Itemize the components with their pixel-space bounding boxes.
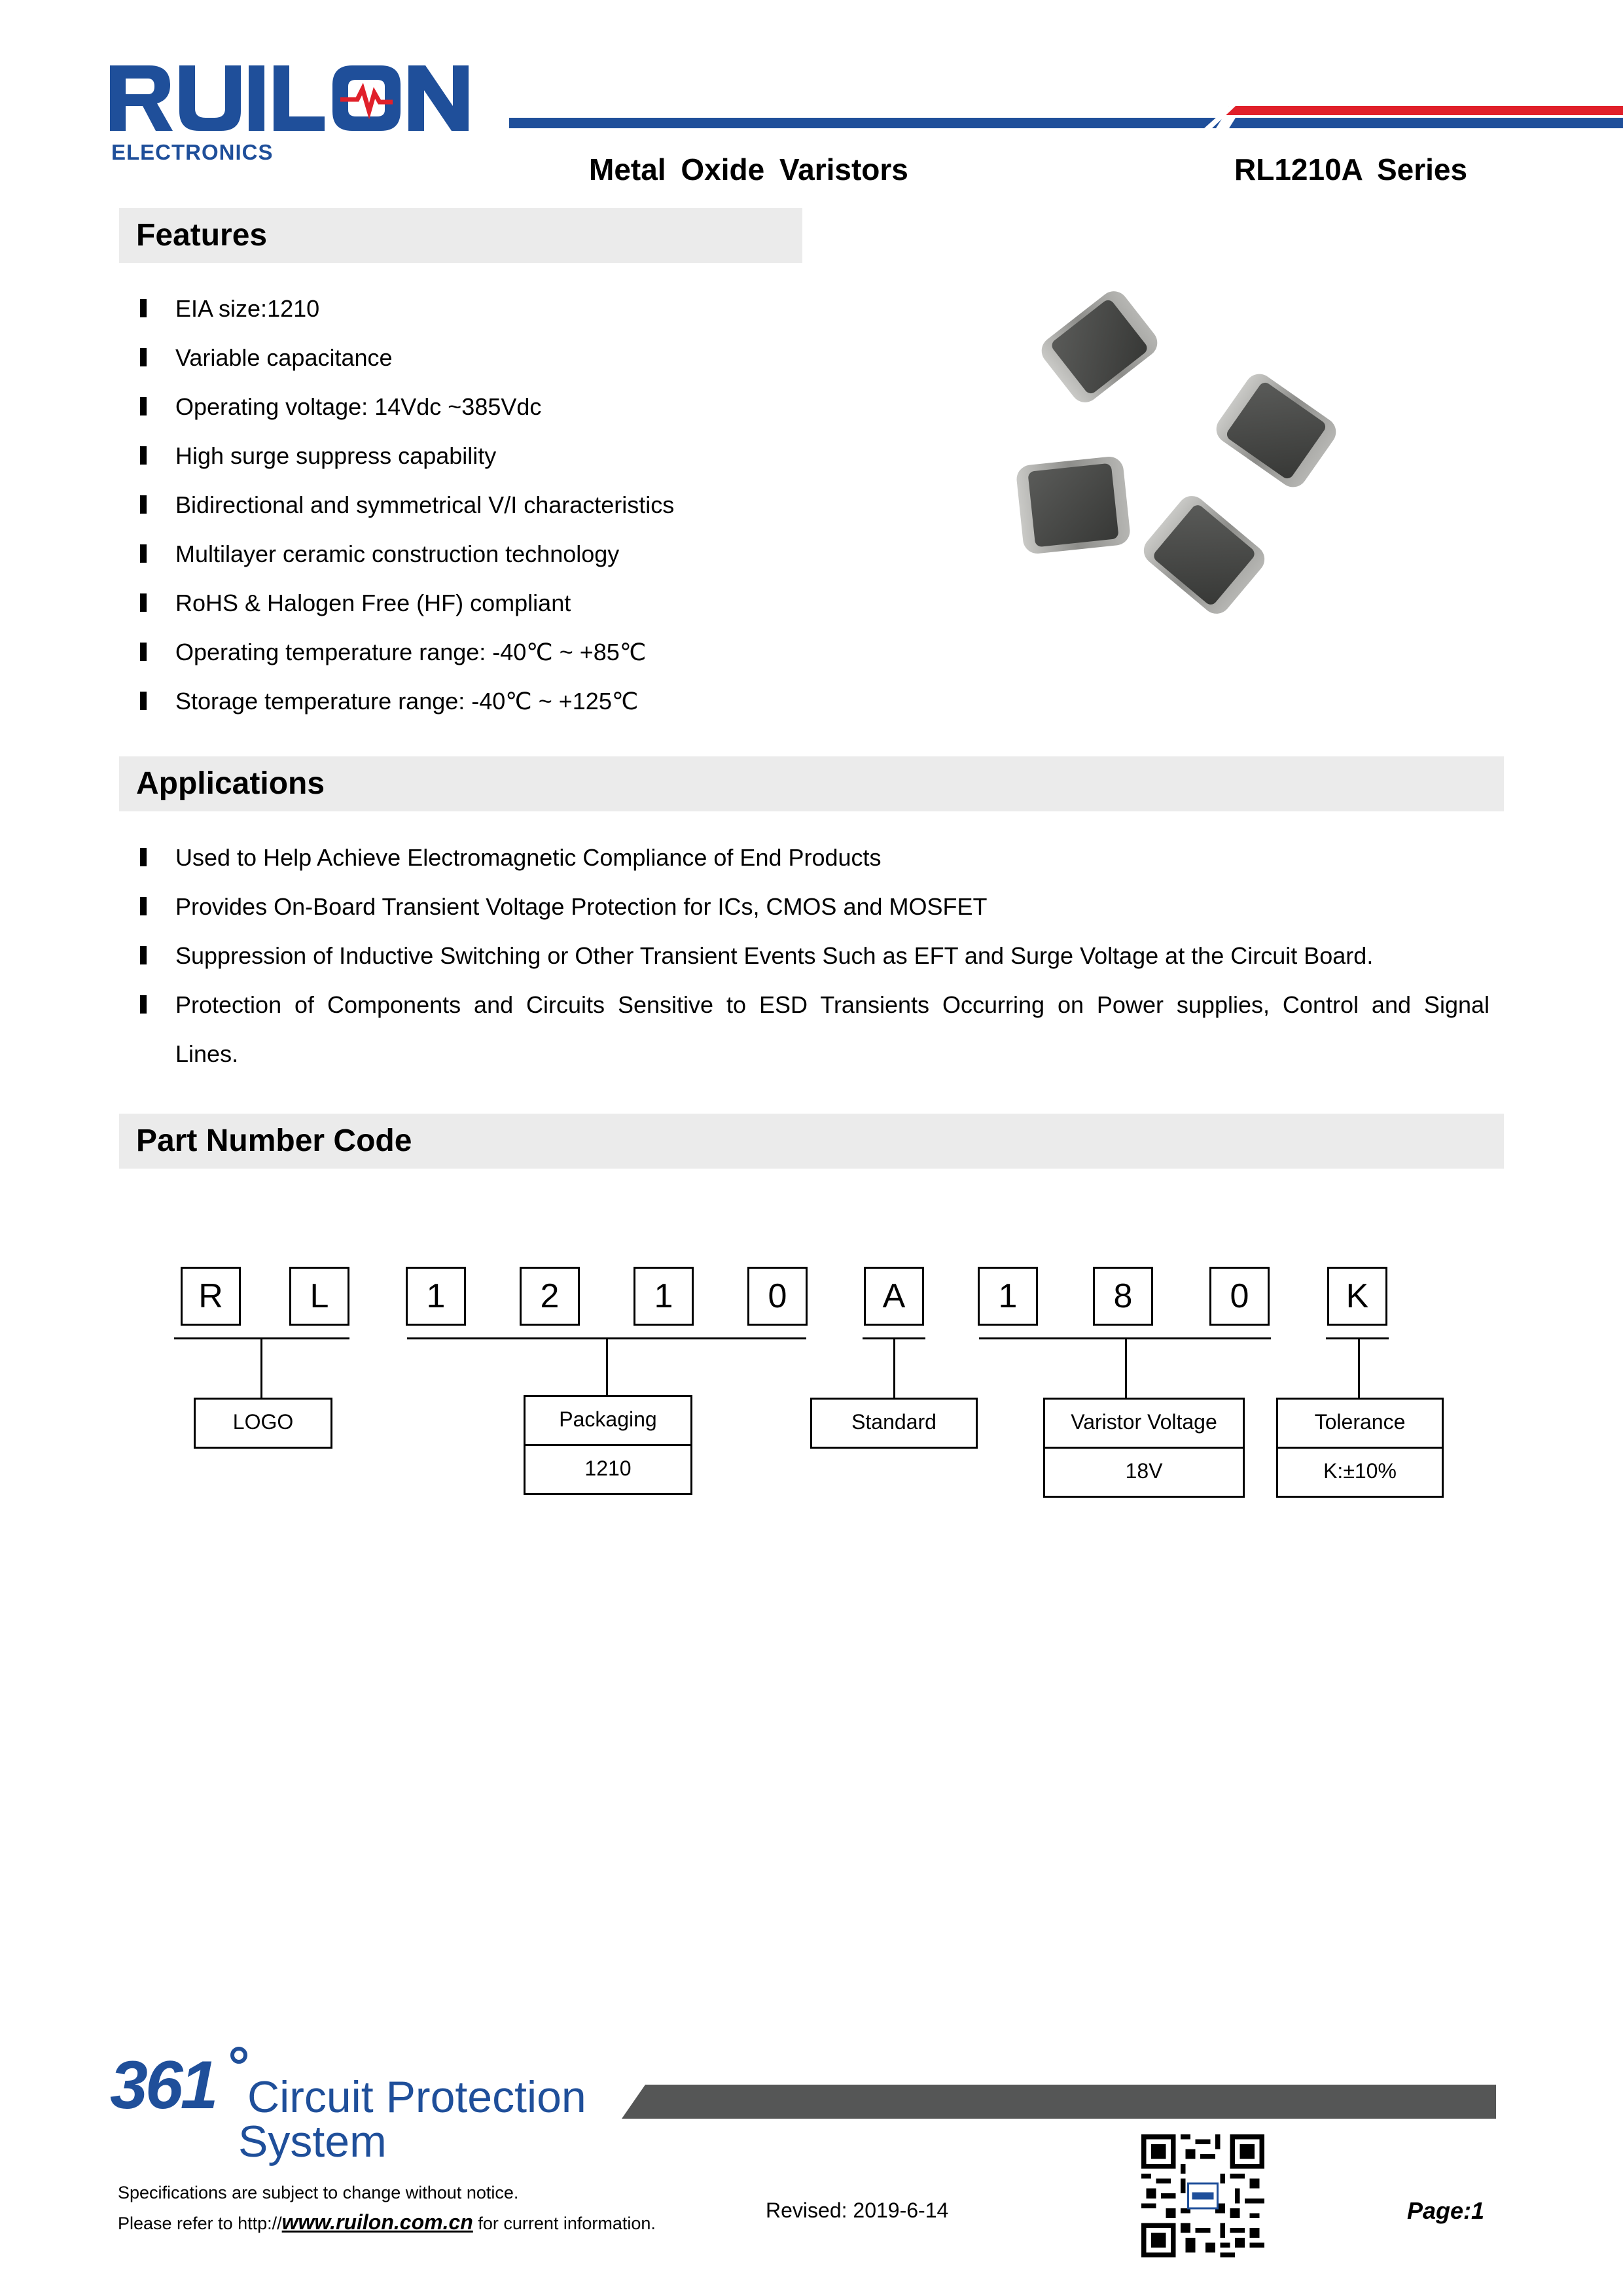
circuit-protection-logo [110,2047,594,2164]
list-item: Storage temperature range: -40℃ ~ +125℃ [111,677,962,726]
bullet-icon [140,348,147,366]
ruilon-logo [110,65,469,131]
header-stripe [509,106,1623,128]
bullet-icon [140,593,147,612]
list-item: Protection of Components and Circuits Sensitive to ESD Transients Occurring on Power supplies, Control and Signal [111,980,1489,1029]
bullet-icon [140,446,147,465]
list-item-continuation: Lines. [175,1040,239,1067]
list-item: Variable capacitance [111,333,962,382]
chip-1 [1036,288,1163,408]
footer-note-line-1: Specifications are subject to change without notice. [118,2183,519,2202]
list-item: Bidirectional and symmetrical V/I characteristics [111,480,962,529]
code-char: L [289,1267,349,1326]
code-char: A [864,1267,924,1326]
website-link[interactable]: www.ruilon.com.cn [281,2210,473,2234]
applications-title: Applications [136,766,325,801]
bullet-icon [140,946,147,964]
code-char: 8 [1093,1267,1153,1326]
bullet-icon [140,495,147,514]
packaging-box: Packaging 1210 [524,1395,692,1495]
chip-4 [1138,490,1270,620]
connector [260,1337,262,1398]
bullet-icon [140,995,147,1014]
part-number-header [119,1114,1504,1169]
code-char: K [1327,1267,1387,1326]
list-item: Used to Help Achieve Electromagnetic Compliance of End Products [111,833,1489,882]
bullet-icon [140,643,147,661]
features-list [111,284,962,726]
code-char: 1 [406,1267,466,1326]
page-number: Page:1 [1407,2197,1485,2224]
qr-code-icon [1141,2134,1264,2257]
degree-icon [230,2047,247,2064]
bullet-icon [140,397,147,415]
revised-date: Revised: 2019-6-14 [766,2199,949,2222]
bullet-icon [140,544,147,563]
system-line-1: Circuit Protection [247,2072,586,2122]
chip-2 [1211,368,1342,493]
footer-note-line-2: Please refer to http://www.ruilon.com.cn for current information. [118,2210,656,2234]
list-item: Operating temperature range: -40℃ ~ +85℃ [111,627,962,677]
connector [893,1337,895,1398]
list-item: Provides On-Board Transient Voltage Protection for ICs, CMOS and MOSFET [111,882,1489,931]
bullet-icon [140,848,147,866]
features-title: Features [136,218,268,253]
bracket-tolerance [1326,1337,1389,1339]
list-item: EIA size:1210 [111,284,962,333]
logo-box: LOGO [194,1398,332,1449]
applications-list [111,833,1489,1078]
document-title: Metal Oxide Varistors [589,152,908,186]
bullet-icon [140,299,147,317]
bullet-icon [140,897,147,915]
features-header [119,208,802,263]
list-item: High surge suppress capability [111,431,962,480]
code-char: 0 [747,1267,808,1326]
brand-subtitle: ELECTRONICS [111,140,274,164]
system-line-2: System [238,2117,387,2166]
footer-stripe [622,2085,1496,2119]
series-name: RL1210A Series [1234,152,1468,186]
connector [1125,1337,1127,1398]
connector [1358,1337,1360,1398]
part-number-title: Part Number Code [136,1123,412,1158]
standard-box: Standard [810,1398,978,1449]
list-item: RoHS & Halogen Free (HF) compliant [111,578,962,627]
code-char: 1 [633,1267,694,1326]
voltage-box: Varistor Voltage 18V [1043,1398,1245,1498]
bullet-icon [140,692,147,710]
code-char: 2 [520,1267,580,1326]
code-char: R [181,1267,241,1326]
list-item: Operating voltage: 14Vdc ~385Vdc [111,382,962,431]
connector [606,1337,608,1398]
code-char: 1 [978,1267,1038,1326]
system-number: 361 [110,2047,216,2123]
tolerance-box: Tolerance K:±10% [1276,1398,1444,1498]
code-char: 0 [1209,1267,1270,1326]
product-photo [1001,288,1342,648]
applications-header [119,756,1504,811]
list-item: Suppression of Inductive Switching or Other Transient Events Such as EFT and Surge Voltage at the Circuit Board. [111,931,1489,980]
list-item: Multilayer ceramic construction technology [111,529,962,578]
chip-3 [1015,455,1131,555]
